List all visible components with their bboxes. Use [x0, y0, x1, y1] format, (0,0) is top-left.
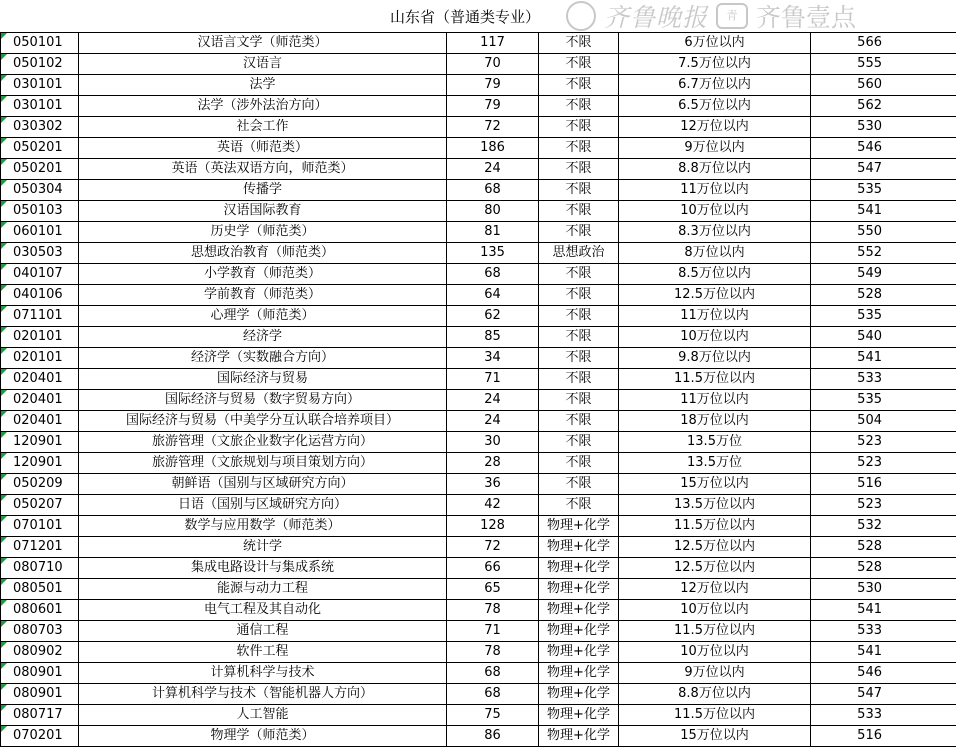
- score-cell[interactable]: 552: [811, 243, 956, 264]
- table-body: [1, 33, 956, 747]
- table-row: [1, 411, 956, 432]
- major-code-cell[interactable]: 020101: [1, 348, 79, 369]
- plan-count-cell[interactable]: 68: [447, 663, 539, 684]
- major-name-cell[interactable]: 国际经济与贸易（数字贸易方向）: [79, 390, 447, 411]
- major-code-cell[interactable]: 080710: [1, 558, 79, 579]
- table-row: [1, 726, 956, 747]
- subject-requirement-cell[interactable]: 不限: [539, 96, 619, 117]
- table-row: [1, 222, 956, 243]
- plan-count-cell[interactable]: 117: [447, 33, 539, 54]
- major-code-cell[interactable]: 040106: [1, 285, 79, 306]
- subject-requirement-cell[interactable]: 物理+化学: [539, 537, 619, 558]
- subject-requirement-cell[interactable]: 物理+化学: [539, 663, 619, 684]
- subject-requirement-cell[interactable]: 不限: [539, 201, 619, 222]
- major-code-cell[interactable]: 070101: [1, 516, 79, 537]
- major-code-cell[interactable]: 070201: [1, 726, 79, 747]
- major-name-cell[interactable]: 英语（英法双语方向，师范类）: [79, 159, 447, 180]
- plan-count-cell[interactable]: 81: [447, 222, 539, 243]
- score-cell[interactable]: 541: [811, 201, 956, 222]
- major-name-cell[interactable]: 英语（师范类）: [79, 138, 447, 159]
- major-name-cell[interactable]: 计算机科学与技术（智能机器人方向）: [79, 684, 447, 705]
- plan-count-cell[interactable]: 66: [447, 558, 539, 579]
- subject-requirement-cell[interactable]: 不限: [539, 159, 619, 180]
- major-code-cell[interactable]: 071201: [1, 537, 79, 558]
- subject-requirement-cell[interactable]: 物理+化学: [539, 579, 619, 600]
- plan-count-cell[interactable]: 128: [447, 516, 539, 537]
- plan-count-cell[interactable]: 135: [447, 243, 539, 264]
- subject-requirement-cell[interactable]: 不限: [539, 180, 619, 201]
- major-name-cell[interactable]: 旅游管理（文旅规划与项目策划方向）: [79, 453, 447, 474]
- table-row: [1, 663, 956, 684]
- plan-count-cell[interactable]: 42: [447, 495, 539, 516]
- table-row: [1, 96, 956, 117]
- major-name-cell[interactable]: 物理学（师范类）: [79, 726, 447, 747]
- rank-cell[interactable]: 9万位以内: [619, 663, 811, 684]
- plan-count-cell[interactable]: 86: [447, 726, 539, 747]
- subject-requirement-cell[interactable]: 物理+化学: [539, 642, 619, 663]
- score-cell[interactable]: 504: [811, 411, 956, 432]
- subject-requirement-cell[interactable]: 不限: [539, 474, 619, 495]
- subject-requirement-cell[interactable]: 不限: [539, 327, 619, 348]
- rank-cell[interactable]: 12.5万位以内: [619, 537, 811, 558]
- score-cell[interactable]: 566: [811, 33, 956, 54]
- major-code-cell[interactable]: 050201: [1, 159, 79, 180]
- major-name-cell[interactable]: 国际经济与贸易（中美学分互认联合培养项目）: [79, 411, 447, 432]
- plan-count-cell[interactable]: 72: [447, 537, 539, 558]
- watermark: [566, 0, 954, 32]
- table-row: [1, 180, 956, 201]
- subject-requirement-cell[interactable]: 思想政治: [539, 243, 619, 264]
- score-cell[interactable]: 546: [811, 663, 956, 684]
- table-row: [1, 117, 956, 138]
- score-cell[interactable]: 560: [811, 75, 956, 96]
- major-name-cell[interactable]: 学前教育（师范类）: [79, 285, 447, 306]
- major-name-cell[interactable]: 小学教育（师范类）: [79, 264, 447, 285]
- table-row: [1, 579, 956, 600]
- table-row: [1, 243, 956, 264]
- admission-table: [0, 32, 956, 747]
- major-name-cell[interactable]: 朝鲜语（国别与区域研究方向）: [79, 474, 447, 495]
- major-code-cell[interactable]: 120901: [1, 432, 79, 453]
- watermark-logo-icon: [566, 1, 596, 31]
- major-name-cell[interactable]: 统计学: [79, 537, 447, 558]
- major-code-cell[interactable]: 020101: [1, 327, 79, 348]
- plan-count-cell[interactable]: 72: [447, 117, 539, 138]
- plan-count-cell[interactable]: 71: [447, 621, 539, 642]
- subject-requirement-cell[interactable]: 物理+化学: [539, 600, 619, 621]
- rank-cell[interactable]: 12.5万位以内: [619, 558, 811, 579]
- score-cell[interactable]: 523: [811, 432, 956, 453]
- major-name-cell[interactable]: 国际经济与贸易: [79, 369, 447, 390]
- major-name-cell[interactable]: 传播学: [79, 180, 447, 201]
- subject-requirement-cell[interactable]: 不限: [539, 33, 619, 54]
- score-cell[interactable]: 541: [811, 642, 956, 663]
- major-code-cell[interactable]: 080901: [1, 663, 79, 684]
- table-row: [1, 642, 956, 663]
- page-title: 山东省（普通类专业）: [390, 6, 540, 27]
- plan-count-cell[interactable]: 28: [447, 453, 539, 474]
- table-row: [1, 285, 956, 306]
- major-name-cell[interactable]: 社会工作: [79, 117, 447, 138]
- score-cell[interactable]: 562: [811, 96, 956, 117]
- score-cell[interactable]: 523: [811, 495, 956, 516]
- major-name-cell[interactable]: 法学: [79, 75, 447, 96]
- major-code-cell[interactable]: 040107: [1, 264, 79, 285]
- subject-requirement-cell[interactable]: 不限: [539, 54, 619, 75]
- plan-count-cell[interactable]: 68: [447, 180, 539, 201]
- score-cell[interactable]: 528: [811, 537, 956, 558]
- plan-count-cell[interactable]: 80: [447, 201, 539, 222]
- rank-cell[interactable]: 6万位以内: [619, 33, 811, 54]
- subject-requirement-cell[interactable]: 不限: [539, 138, 619, 159]
- plan-count-cell[interactable]: 68: [447, 264, 539, 285]
- plan-count-cell[interactable]: 85: [447, 327, 539, 348]
- rank-cell[interactable]: 11.5万位以内: [619, 705, 811, 726]
- major-code-cell[interactable]: 030503: [1, 243, 79, 264]
- sheet-header: [0, 0, 956, 32]
- rank-cell[interactable]: 9.8万位以内: [619, 348, 811, 369]
- plan-count-cell[interactable]: 24: [447, 411, 539, 432]
- plan-count-cell[interactable]: 79: [447, 75, 539, 96]
- score-cell[interactable]: 516: [811, 474, 956, 495]
- plan-count-cell[interactable]: 30: [447, 432, 539, 453]
- rank-cell[interactable]: 8.8万位以内: [619, 159, 811, 180]
- rank-cell[interactable]: 8.5万位以内: [619, 264, 811, 285]
- plan-count-cell[interactable]: 75: [447, 705, 539, 726]
- subject-requirement-cell[interactable]: 不限: [539, 432, 619, 453]
- score-cell[interactable]: 532: [811, 516, 956, 537]
- rank-cell[interactable]: 8.8万位以内: [619, 684, 811, 705]
- table-row: [1, 159, 956, 180]
- rank-cell[interactable]: 6.5万位以内: [619, 96, 811, 117]
- watermark-script-text: 齐鲁晚报: [604, 0, 708, 34]
- rank-cell[interactable]: 15万位以内: [619, 474, 811, 495]
- plan-count-cell[interactable]: 62: [447, 306, 539, 327]
- major-name-cell[interactable]: 日语（国别与区域研究方向）: [79, 495, 447, 516]
- major-code-cell[interactable]: 080902: [1, 642, 79, 663]
- score-cell[interactable]: 549: [811, 264, 956, 285]
- major-name-cell[interactable]: 经济学: [79, 327, 447, 348]
- subject-requirement-cell[interactable]: 物理+化学: [539, 684, 619, 705]
- table-row: [1, 201, 956, 222]
- major-name-cell[interactable]: 电气工程及其自动化: [79, 600, 447, 621]
- score-cell[interactable]: 533: [811, 369, 956, 390]
- major-name-cell[interactable]: 心理学（师范类）: [79, 306, 447, 327]
- major-code-cell[interactable]: 050304: [1, 180, 79, 201]
- major-code-cell[interactable]: 020401: [1, 390, 79, 411]
- rank-cell[interactable]: 8万位以内: [619, 243, 811, 264]
- plan-count-cell[interactable]: 24: [447, 159, 539, 180]
- major-code-cell[interactable]: 050201: [1, 138, 79, 159]
- subject-requirement-cell[interactable]: 不限: [539, 75, 619, 96]
- major-name-cell[interactable]: 法学（涉外法治方向）: [79, 96, 447, 117]
- subject-requirement-cell[interactable]: 物理+化学: [539, 516, 619, 537]
- subject-requirement-cell[interactable]: 不限: [539, 495, 619, 516]
- plan-count-cell[interactable]: 65: [447, 579, 539, 600]
- major-code-cell[interactable]: 080901: [1, 684, 79, 705]
- plan-count-cell[interactable]: 79: [447, 96, 539, 117]
- subject-requirement-cell[interactable]: 不限: [539, 222, 619, 243]
- score-cell[interactable]: 535: [811, 180, 956, 201]
- rank-cell[interactable]: 10万位以内: [619, 642, 811, 663]
- plan-count-cell[interactable]: 24: [447, 390, 539, 411]
- major-name-cell[interactable]: 通信工程: [79, 621, 447, 642]
- rank-cell[interactable]: 11万位以内: [619, 306, 811, 327]
- subject-requirement-cell[interactable]: 物理+化学: [539, 621, 619, 642]
- major-name-cell[interactable]: 能源与动力工程: [79, 579, 447, 600]
- rank-cell[interactable]: 8.3万位以内: [619, 222, 811, 243]
- rank-cell[interactable]: 11万位以内: [619, 180, 811, 201]
- subject-requirement-cell[interactable]: 物理+化学: [539, 705, 619, 726]
- major-name-cell[interactable]: 汉语言文学（师范类）: [79, 33, 447, 54]
- major-code-cell[interactable]: 030302: [1, 117, 79, 138]
- subject-requirement-cell[interactable]: 物理+化学: [539, 726, 619, 747]
- plan-count-cell[interactable]: 64: [447, 285, 539, 306]
- major-code-cell[interactable]: 030101: [1, 75, 79, 96]
- table-row: [1, 264, 956, 285]
- plan-count-cell[interactable]: 186: [447, 138, 539, 159]
- subject-requirement-cell[interactable]: 不限: [539, 285, 619, 306]
- rank-cell[interactable]: 7.5万位以内: [619, 54, 811, 75]
- score-cell[interactable]: 535: [811, 390, 956, 411]
- subject-requirement-cell[interactable]: 不限: [539, 264, 619, 285]
- score-cell[interactable]: 555: [811, 54, 956, 75]
- plan-count-cell[interactable]: 36: [447, 474, 539, 495]
- major-code-cell[interactable]: 050102: [1, 54, 79, 75]
- subject-requirement-cell[interactable]: 不限: [539, 390, 619, 411]
- watermark-brand-text: 齐鲁壹点: [756, 0, 856, 34]
- score-cell[interactable]: 530: [811, 579, 956, 600]
- table-row: [1, 558, 956, 579]
- major-name-cell[interactable]: 汉语言: [79, 54, 447, 75]
- rank-cell[interactable]: 9万位以内: [619, 138, 811, 159]
- rank-cell[interactable]: 13.5万位: [619, 432, 811, 453]
- rank-cell[interactable]: 10万位以内: [619, 327, 811, 348]
- major-code-cell[interactable]: 071101: [1, 306, 79, 327]
- plan-count-cell[interactable]: 71: [447, 369, 539, 390]
- table-row: [1, 75, 956, 96]
- table-row: [1, 516, 956, 537]
- major-code-cell[interactable]: 080601: [1, 600, 79, 621]
- major-name-cell[interactable]: 计算机科学与技术: [79, 663, 447, 684]
- major-code-cell[interactable]: 030101: [1, 96, 79, 117]
- major-code-cell[interactable]: 080717: [1, 705, 79, 726]
- score-cell[interactable]: 547: [811, 159, 956, 180]
- rank-cell[interactable]: 12万位以内: [619, 579, 811, 600]
- plan-count-cell[interactable]: 34: [447, 348, 539, 369]
- rank-cell[interactable]: 10万位以内: [619, 201, 811, 222]
- rank-cell[interactable]: 11.5万位以内: [619, 621, 811, 642]
- table-row: [1, 369, 956, 390]
- rank-cell[interactable]: 12万位以内: [619, 117, 811, 138]
- table-row: [1, 138, 956, 159]
- major-name-cell[interactable]: 集成电路设计与集成系统: [79, 558, 447, 579]
- major-name-cell[interactable]: 历史学（师范类）: [79, 222, 447, 243]
- table-row: [1, 54, 956, 75]
- rank-cell[interactable]: 6.7万位以内: [619, 75, 811, 96]
- subject-requirement-cell[interactable]: 不限: [539, 369, 619, 390]
- plan-count-cell[interactable]: 70: [447, 54, 539, 75]
- plan-count-cell[interactable]: 78: [447, 600, 539, 621]
- score-cell[interactable]: 541: [811, 600, 956, 621]
- subject-requirement-cell[interactable]: 不限: [539, 453, 619, 474]
- watermark-badge-icon: 青: [716, 3, 748, 29]
- subject-requirement-cell[interactable]: 不限: [539, 306, 619, 327]
- table-row: [1, 33, 956, 54]
- score-cell[interactable]: 533: [811, 621, 956, 642]
- score-cell[interactable]: 550: [811, 222, 956, 243]
- major-code-cell[interactable]: 050209: [1, 474, 79, 495]
- major-code-cell[interactable]: 120901: [1, 453, 79, 474]
- score-cell[interactable]: 533: [811, 705, 956, 726]
- major-code-cell[interactable]: 050103: [1, 201, 79, 222]
- major-name-cell[interactable]: 数学与应用数学（师范类）: [79, 516, 447, 537]
- table-row: [1, 327, 956, 348]
- score-cell[interactable]: 547: [811, 684, 956, 705]
- table-row: [1, 705, 956, 726]
- rank-cell[interactable]: 10万位以内: [619, 600, 811, 621]
- score-cell[interactable]: 530: [811, 117, 956, 138]
- score-cell[interactable]: 535: [811, 306, 956, 327]
- rank-cell[interactable]: 12.5万位以内: [619, 285, 811, 306]
- major-code-cell[interactable]: 050101: [1, 33, 79, 54]
- plan-count-cell[interactable]: 68: [447, 684, 539, 705]
- score-cell[interactable]: 546: [811, 138, 956, 159]
- major-name-cell[interactable]: 软件工程: [79, 642, 447, 663]
- rank-cell[interactable]: 11.5万位以内: [619, 369, 811, 390]
- major-name-cell[interactable]: 旅游管理（文旅企业数字化运营方向）: [79, 432, 447, 453]
- major-code-cell[interactable]: 080703: [1, 621, 79, 642]
- subject-requirement-cell[interactable]: 不限: [539, 411, 619, 432]
- subject-requirement-cell[interactable]: 物理+化学: [539, 558, 619, 579]
- score-cell[interactable]: 541: [811, 348, 956, 369]
- rank-cell[interactable]: 15万位以内: [619, 726, 811, 747]
- major-code-cell[interactable]: 060101: [1, 222, 79, 243]
- table-row: [1, 453, 956, 474]
- major-code-cell[interactable]: 080501: [1, 579, 79, 600]
- score-cell[interactable]: 516: [811, 726, 956, 747]
- rank-cell[interactable]: 13.5万位以内: [619, 495, 811, 516]
- rank-cell[interactable]: 11.5万位以内: [619, 516, 811, 537]
- score-cell[interactable]: 540: [811, 327, 956, 348]
- rank-cell[interactable]: 13.5万位: [619, 453, 811, 474]
- table-row: [1, 390, 956, 411]
- table-row: [1, 621, 956, 642]
- major-name-cell[interactable]: 汉语国际教育: [79, 201, 447, 222]
- major-name-cell[interactable]: 人工智能: [79, 705, 447, 726]
- major-code-cell[interactable]: 020401: [1, 411, 79, 432]
- plan-count-cell[interactable]: 78: [447, 642, 539, 663]
- major-code-cell[interactable]: 020401: [1, 369, 79, 390]
- table-row: [1, 537, 956, 558]
- table-row: [1, 495, 956, 516]
- table-row: [1, 684, 956, 705]
- subject-requirement-cell[interactable]: 不限: [539, 117, 619, 138]
- score-cell[interactable]: 528: [811, 558, 956, 579]
- major-name-cell[interactable]: 思想政治教育（师范类）: [79, 243, 447, 264]
- rank-cell[interactable]: 11万位以内: [619, 390, 811, 411]
- rank-cell[interactable]: 18万位以内: [619, 411, 811, 432]
- score-cell[interactable]: 523: [811, 453, 956, 474]
- score-cell[interactable]: 528: [811, 285, 956, 306]
- table-row: [1, 348, 956, 369]
- major-code-cell[interactable]: 050207: [1, 495, 79, 516]
- table-row: [1, 306, 956, 327]
- table-row: [1, 432, 956, 453]
- table-row: [1, 474, 956, 495]
- table-row: [1, 600, 956, 621]
- major-name-cell[interactable]: 经济学（实数融合方向）: [79, 348, 447, 369]
- subject-requirement-cell[interactable]: 不限: [539, 348, 619, 369]
